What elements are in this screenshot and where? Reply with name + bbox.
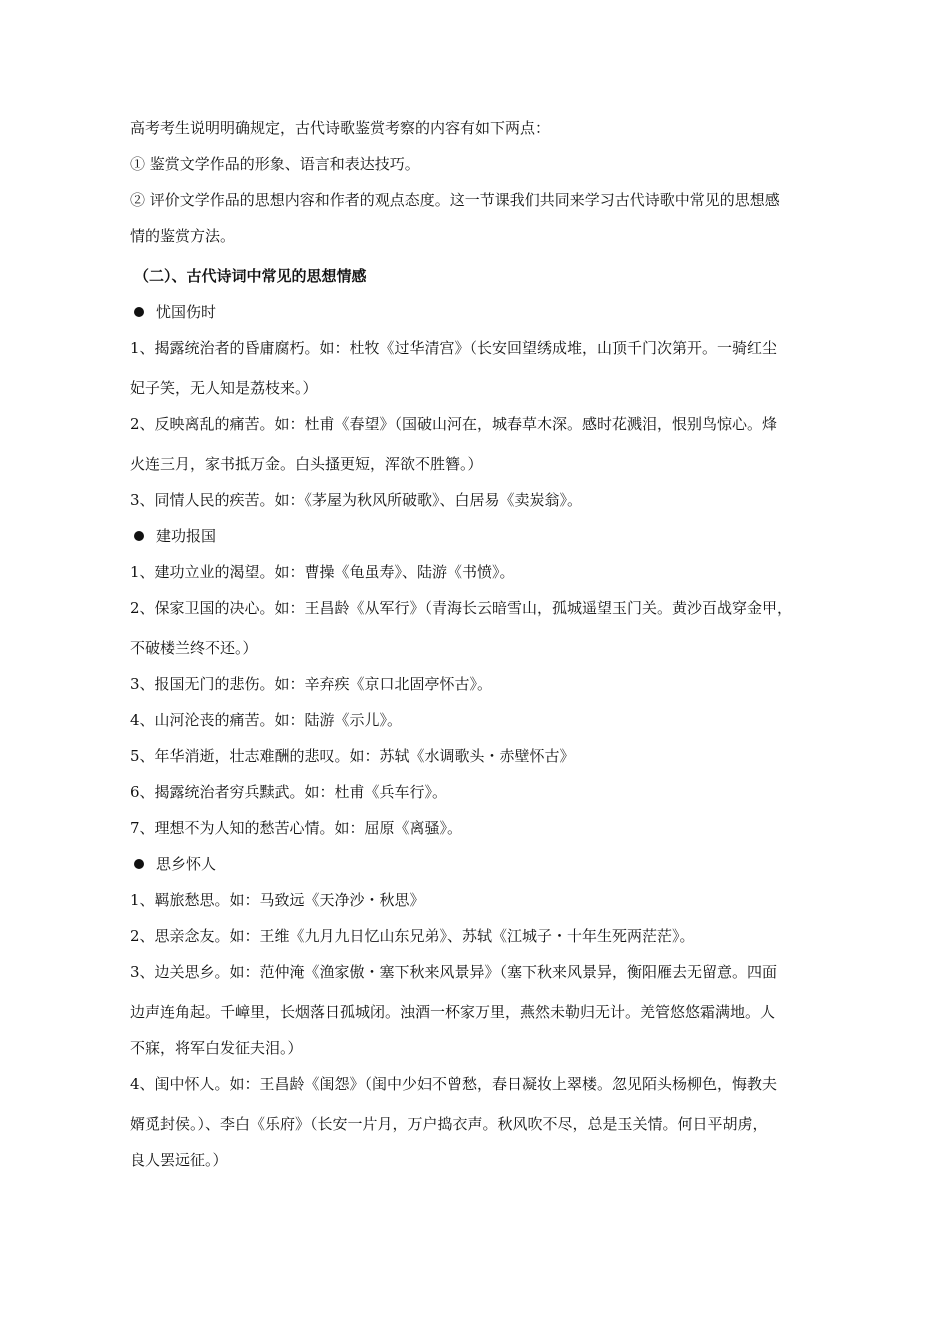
- intro-item-2: ② 评价文学作品的思想内容和作者的观点态度。这一节课我们共同来学习古代诗歌中常见的思想感: [130, 191, 780, 209]
- list-item-continued: 良人罢远征。）: [130, 1151, 228, 1169]
- list-item: 7、理想不为人知的愁苦心情。如：屈原《离骚》。: [130, 819, 463, 837]
- document-body: [130, 118, 872, 1186]
- list-item-continued: 火连三月，家书抵万金。白头搔更短，浑欲不胜簪。）: [130, 455, 483, 473]
- list-item-continued: 边声连角起。千嶂里，长烟落日孤城闭。浊酒一杯家万里，燕然未勒归无计。羌管悠悠霜满地。人: [130, 1003, 776, 1021]
- list-item: 4、闺中怀人。如：王昌龄《闺怨》（闺中少妇不曾愁，春日凝妆上翠楼。忽见陌头杨柳色，悔教夫: [130, 1075, 778, 1093]
- list-item: 3、边关思乡。如：范仲淹《渔家傲・塞下秋来风景异》（塞下秋来风景异，衡阳雁去无留意。四面: [130, 963, 778, 981]
- list-item: 3、报国无门的悲伤。如：辛弃疾《京口北固亭怀古》。: [130, 675, 493, 693]
- group-heading: [130, 302, 872, 338]
- bullet-icon: [134, 307, 144, 317]
- list-item-continued: 不破楼兰终不还。）: [130, 639, 258, 657]
- group-title: 思乡怀人: [156, 855, 217, 873]
- list-item: 4、山河沦丧的痛苦。如：陆游《示儿》。: [130, 711, 403, 729]
- list-item: 2、反映离乱的痛苦。如：杜甫《春望》（国破山河在，城春草木深。感时花溅泪，恨别鸟惊心。烽: [130, 415, 778, 433]
- group-title: 建功报国: [156, 527, 217, 545]
- group-heading: [130, 854, 872, 890]
- list-item: 6、揭露统治者穷兵黩武。如：杜甫《兵车行》。: [130, 783, 448, 801]
- bullet-icon: [134, 859, 144, 869]
- list-item: 2、保家卫国的决心。如：王昌龄《从军行》（青海长云暗雪山，孤城遥望玉门关。黄沙百战穿金甲，: [130, 599, 793, 617]
- list-item: 2、思亲念友。如：王维《九月九日忆山东兄弟》、苏轼《江城子・十年生死两茫茫》。: [130, 927, 695, 945]
- group-heading: [130, 526, 872, 562]
- intro-line: 高考考生说明明确规定，古代诗歌鉴赏考察的内容有如下两点：: [130, 119, 551, 137]
- list-item-continued: 婿觅封侯。）、李白《乐府》（长安一片月，万户捣衣声。秋风吹不尽，总是玉关情。何日平胡虏，: [130, 1115, 768, 1133]
- list-item: 1、揭露统治者的昏庸腐朽。如：杜牧《过华清宫》（长安回望绣成堆，山顶千门次第开。一骑红尘: [130, 339, 778, 357]
- list-item: 3、同情人民的疾苦。如：《茅屋为秋风所破歌》、白居易《卖炭翁》。: [130, 491, 583, 509]
- group-title: 忧国伤时: [156, 303, 217, 321]
- intro-item-2-continued: 情的鉴赏方法。: [130, 227, 236, 245]
- bullet-icon: [134, 531, 144, 541]
- intro-item-1: ① 鉴赏文学作品的形象、语言和表达技巧。: [130, 155, 420, 173]
- list-item: 5、年华消逝，壮志难酬的悲叹。如：苏轼《水调歌头・赤壁怀古》: [130, 747, 575, 765]
- list-item-continued: 妃子笑，无人知是荔枝来。）: [130, 379, 318, 397]
- list-item: 1、羁旅愁思。如：马致远《天净沙・秋思》: [130, 891, 425, 909]
- list-item: 1、建功立业的渴望。如：曹操《龟虽寿》、陆游《书愤》。: [130, 563, 515, 581]
- section-title: （二）、古代诗词中常见的思想情感: [134, 267, 367, 285]
- list-item-continued: 不寐，将军白发征夫泪。）: [130, 1039, 303, 1057]
